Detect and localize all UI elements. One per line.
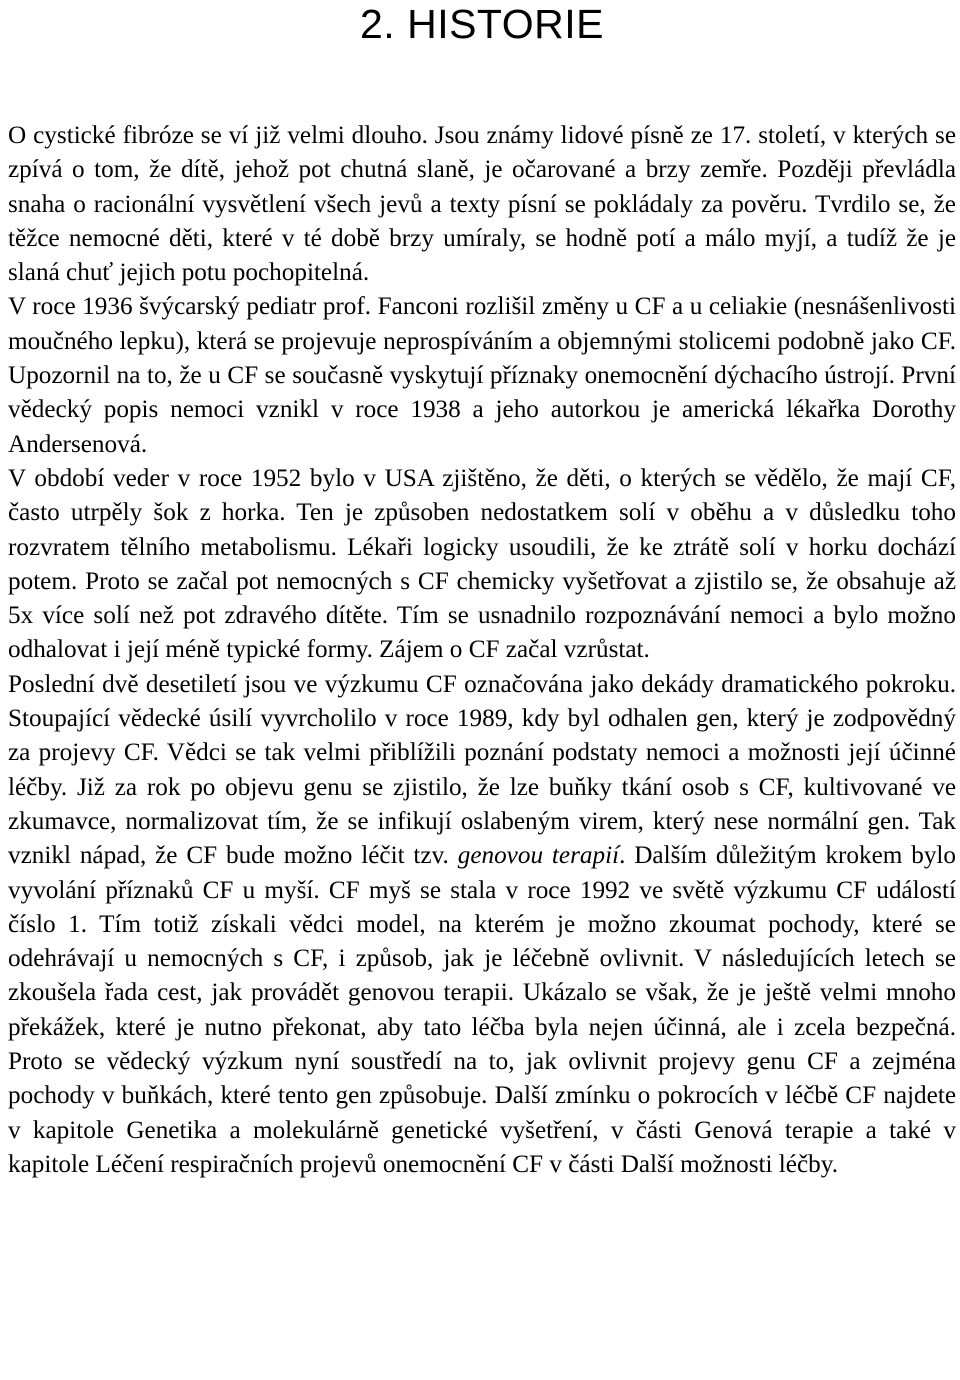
- paragraph-sweat-test: V období veder v roce 1952 bylo v USA zjištěno, že děti, o kterých se vědělo, že mají CF, často utrpěly šok z horka. Ten je způsoben nedostatkem solí v oběhu a v důsledku toho rozvratem tělního metabolismu. Lékaři logicky usoudili, že ke ztrátě solí v horku dochází potem. Proto se začal pot nemocných s CF chemicky vyšetřovat a zjistilo se, že obsahuje až 5x více solí než pot zdravého dítěte. Tím se usnadnilo rozpoznávání nemoci a bylo možno odhalovat i její méně typické formy. Zájem o CF začal vzrůstat.: [8, 464, 956, 664]
- chapter-heading: 2. HISTORIE: [360, 1, 604, 47]
- paragraph-gene-therapy-part-1: Poslední dvě desetiletí jsou ve výzkumu CF označována jako dekády dramatického pokroku. Stoupající vědecké úsilí vyvrcholilo v roce 1989, kdy byl odhalen gen, který je zodpovědný za projevy CF. Vědci se tak velmi přiblížili poznání podstaty nemoci a možnosti její účinné léčby. Již za rok po objevu genu se zjistilo, že lze buňky tkání osob s CF, kultivované ve zkumavce, normalizovat tím, že se infikují oslabeným virem, který nese normální gen. Tak vznikl nápad, že CF bude možno léčit tzv.: [8, 670, 956, 870]
- paragraph-gene-therapy-part-2: . Dalším důležitým krokem bylo vyvolání příznaků CF u myší. CF myš se stala v roce 1992 ve světě výzkumu CF událostí číslo 1. Tím totiž získali vědci model, na kterém je možno zkoumat pochody, které se odehrávají u nemocných s CF, i způsob, jak je léčebně ovlivnit. V následujících letech se zkoušela řada cest, jak provádět genovou terapii. Ukázalo se však, že je ještě velmi mnoho překážek, které je nutno překonat, aby tato léčba byla nejen účinná, ale i zcela bezpečná. Proto se vědecký výzkum nyní soustředí na to, jak ovlivnit projevy genu CF a zejména pochody v buňkách, které tento gen způsobuje. Další zmínku o pokrocích v léčbě CF najdete v kapitole Genetika a molekulárně genetické vyšetření, v části Genová terapie a také v kapitole Léčení respiračních projevů onemocnění CF v části Další možnosti léčby.: [8, 842, 957, 1178]
- gene-therapy-term: genovou terapií: [457, 842, 620, 870]
- document-page: [8, 0, 956, 1182]
- paragraph-origins: O cystické fibróze se ví již velmi dlouho. Jsou známy lidové písně ze 17. století, v kterých se zpívá o tom, že dítě, jehož pot chutná slaně, je očarované a brzy zemře. Později převládla snaha o racionální vysvětlení všech jevů a texty písní se pokládaly za pověru. Tvrdilo se, že těžce nemocné děti, které v té době brzy umíraly, se hodně potí a málo myjí, a tudíž že je slaná chuť jejich potu pochopitelná.: [8, 122, 956, 287]
- paragraph-fanconi: V roce 1936 švýcarský pediatr prof. Fanconi rozlišil změny u CF a u celiakie (nesnášenlivosti moučného lepku), která se projevuje neprospíváním a objemnými stolicemi podobně jako CF. Upozornil na to, že u CF se současně vyskytují příznaky onemocnění dýchacího ústrojí. První vědecký popis nemoci vznikl v roce 1938 a jeho autorkou je americká lékařka Dorothy Andersenová.: [8, 293, 956, 458]
- paragraph-gene-therapy: [8, 668, 956, 1182]
- chapter-body: [8, 119, 956, 1182]
